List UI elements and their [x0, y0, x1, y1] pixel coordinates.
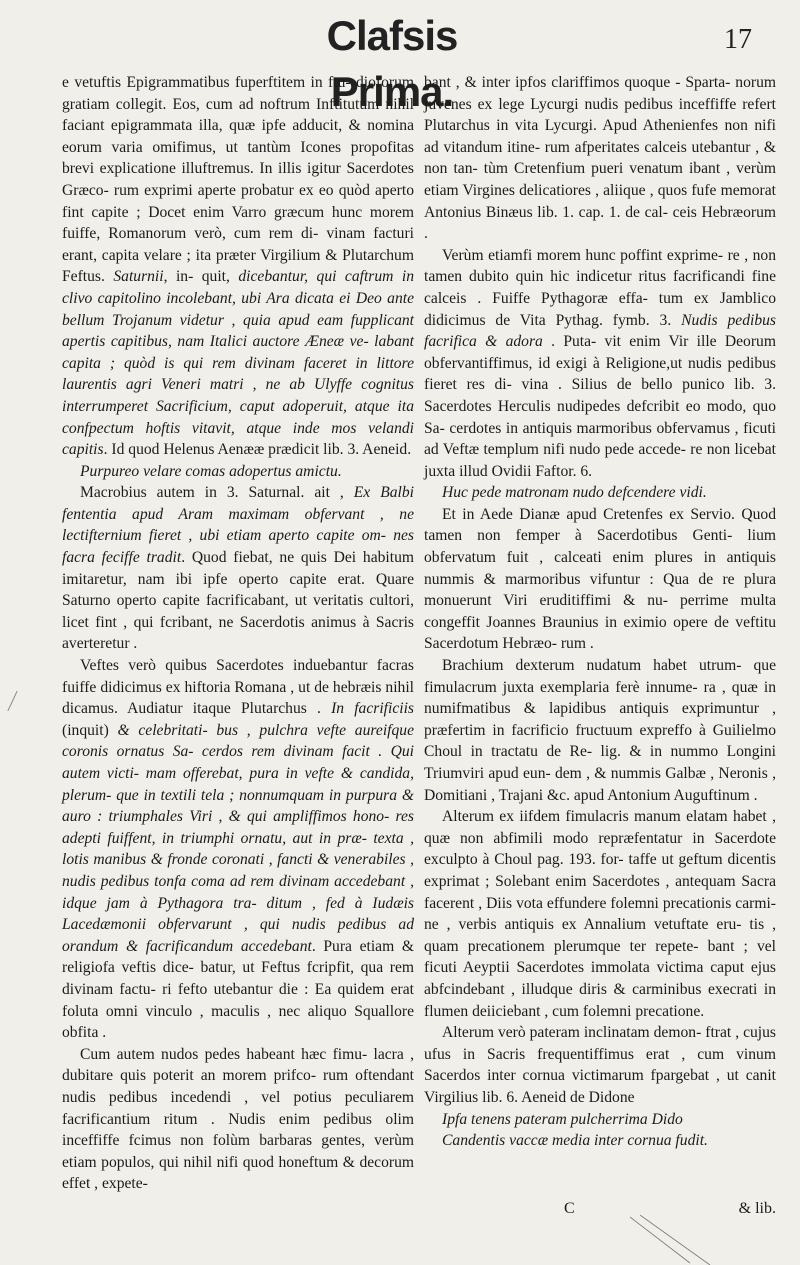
- running-title: Clafsis Prima.: [326, 12, 458, 115]
- paragraph: Alterum ex iifdem fimulacris manum elatam habet , quæ non abfimili modo repræfentatur in Sacerdote exculpto à Choul pag. 193. for- taffe ut geftum dicentis exprimat ; Solebant enim Sacerdotes , antequam Sacra facerent , Diis vota effundere folemni precationis carmi- ne , verbis antiquis ex Annalium vetuftate eru- tis , quam precationem plerumque ter repete- bant ; vel ficuti Aeyptii Sacerdotes immolata victima caput ejus abfcindebant , illudque diris & carminibus execrati in flumen deiiciebant , cum folemni precatione.: [424, 808, 776, 1020]
- verse-quote: Purpureo velare comas adopertus amictu.: [80, 462, 342, 480]
- margin-pen-mark: [7, 691, 17, 711]
- italic-quote: dicebantur, qui caftrum in clivo capitolino incolebant, ubi Ara dicata ei Deo ante bellum Trojanum videtur , quia apud eam fupplicant apertis capitibus, nam Italici auctore Æneæ ve- labant capita ; quòd is qui rem divinam faceret in littore laurentis agri Veneri matri , ne ab Ulyffe cognitus interrumperet Sacrificium, caput adoperuit, atque ita confpectum hoftis vitavit, atque inde mos velandi capitis: [62, 268, 414, 459]
- verse-quote: Candentis vaccæ media inter cornua fudit.: [442, 1132, 708, 1150]
- paragraph: [424, 245, 776, 483]
- italic-run: In facrificiis: [331, 700, 414, 718]
- left-column: [62, 72, 414, 1195]
- italic-quote: Ex Balbi fententia apud Aram maximam obfervant , ne lectifternium fieret , ubi etiam aperto capite om- nes facra feciffe tradit: [62, 484, 414, 567]
- verse-quote: Huc pede matronam nudo defcendere vidi.: [442, 484, 707, 502]
- text-run: . Pura etiam & religiofa veftis dice- batur, ut Feftus fcripfit, qua rem divinam factu- ri fefto utebantur die : Ea quidem erat foluta omni vinculo , maculis , nec aliquo Squallore obfita .: [62, 937, 414, 1042]
- text-run: Verùm etiamfi morem hunc poffint exprime- re , non tamen dubito quin hic indicetur ritus facrificandi fine calceis . Fuiffe Pythagoræ effa- tum ex Jamblico didicimus de Vita Pythag. fymb. 3.: [424, 246, 776, 329]
- paragraph: Cum autem nudos pedes habeant hæc fimu- lacra , dubitare quis poterit an morem prifco- rum oftendant nudis pedibus incedendi , vel potius peculiarem facrificantium ritum . Nudis enim pedibus olim inceffiffe fcimus non folùm barbaras gentes, verùm etiam populos, qui nihil nifi quod honeftum & decorum effet , expete-: [62, 1045, 414, 1193]
- page-header: [0, 8, 800, 115]
- text-run: e vetuftis Epigrammatibus fuperftitem in ftu- dioforum gratiam collegit. Eos, cum ad noftrum Inftitutum nihil faciant epigrammata illa, quæ ipfe adducit, & nomina eorum varia omifimus, ut tantùm Icones propofitas brevi explicatione illuftremus. In illis igitur Sacerdotes Græco- rum exprimi aperte probatur ex eo quòd aperto fint capite ; Docet enim Varro græcum hunc morem fuiffe, Romanorum verò, cum rem di- vinam facturi erant, capita velare ; ita præter Virgilium & Plutarchum Feftus.: [62, 74, 414, 286]
- paragraph: Alterum verò pateram inclinatam demon- ftrat , cujus ufus in Sacris frequentiffimus erat , cum vinum Sacerdos inter cornua victimarum fpargebat , ut canit Virgilius lib. 6. Aeneid de Didone: [424, 1024, 776, 1106]
- verse-quote: Ipfa tenens pateram pulcherrima Dido: [442, 1110, 683, 1128]
- text-run: Macrobius autem in 3. Saturnal. ait ,: [80, 484, 354, 502]
- italic-run: Saturnii: [113, 268, 164, 286]
- text-run: (inquit): [62, 721, 118, 739]
- paragraph: [62, 72, 414, 461]
- paragraph: bant , & inter ipfos clariffimos quoque - Sparta- norum juvenes ex lege Lycurgi nudis pedibus inceffiffe refert Plutarchus in vita Lycurgi. Apud Athenienfes non nifi ad vitandum itine- rum afperitates calceis utebantur , & non tan- tùm Cretenfium pueri venatum ibant , verùm etiam Virgines delicatiores , aliique , quos fufe memorat Antonius Binæus lib. 1. cap. 1. de cal- ceis Hebræorum .: [424, 74, 776, 243]
- paragraph: Et in Aede Dianæ apud Cretenfes ex Servio. Quod tamen non femper à Sacerdotibus Genti- lium obfervatum fuit , calceati enim plures in antiquis nummis & marmoribus vifuntur : Qua de re plura monuerunt Viri eruditiffimi & nu- perrime multa congeffit Joannes Braunius in eximio opere de veftitu Sacerdotum Hebræo- rum .: [424, 505, 776, 653]
- text-run: Veftes verò quibus Sacerdotes induebantur facras fuiffe didicimus ex hiftoria Romana , ut de hebræis nihil dicamus. Audiatur itaque Plutarchus .: [62, 657, 414, 718]
- page-number: 17: [724, 24, 752, 55]
- text-run: , in- quit,: [163, 268, 239, 286]
- signature-mark: C: [564, 1200, 575, 1217]
- text-run: . Puta- vit enim Vir ille Deorum obfervantiffimus, id exigi à Religione,ut nudis pedibus fieret res di- vina . Silius de bello punico lib. 3. Sacerdotes Herculis nudipedes defcribit eo modo, quo Sa- cerdotes in antiquis marmoribus obfervamus , ficuti ad Veftæ templum nifi nudo pede accede- re non licebat juxta illud Ovidii Faftor. 6.: [424, 333, 776, 480]
- catchword: & lib.: [738, 1200, 776, 1217]
- italic-quote: Nudis pedibus facrifica & adora: [424, 311, 776, 351]
- paragraph: Brachium dexterum nudatum habet utrum- que fimulacrum juxta exemplaria ferè innume- ra , quæ in numifmatibus & lapidibus antiquis exprimuntur , præfertim in facrificio fructuum expreffo à Guilielmo Choul in tractatu de Re- lig. & in nummo Longini Triumviri apud eun- dem , & nummis Galbæ , Neronis , Domitiani , Trajani &c. apud Antonium Auguftinum .: [424, 657, 776, 804]
- paragraph: [62, 482, 414, 655]
- italic-quote: & celebritati- bus , pulchra vefte aureifque coronis ornatus Sa- cerdos rem divinam facit . Qui autem victi- mam offerebat, pura in vefte & candida, plerum- que in textili tela ; nonnumquam in purpura & auro : triumphales Viri , & qui ampliffimos hono- res adepti fuiffent, in triumphi ornatu, aut in præ- texta , lotis manibus & fronde coronati , fancti & venerabiles , nudis pedibus tonfa coma ad rem divinam accedebant , idque jam à Pythagora tra- ditum , fed à Iudæis Lacedæmonii obfervarunt , qui nudis pedibus ad orandum & facrificandum accedebant: [62, 721, 414, 955]
- text-run: . Quod fiebat, ne quis Dei habitum imitaretur, nam ibi ipfe operto capite erat. Quare Saturno operto capite facrificabant, ut veritatis cultori, licet fint , qui fcribant, ne Sacerdotis animus à Sacris averteretur .: [62, 549, 415, 653]
- pencil-scratch-mark: [620, 1215, 740, 1265]
- paragraph: [62, 655, 414, 1044]
- text-run: . Id quod Helenus Aenææ prædicit lib. 3. Aeneid.: [103, 441, 412, 459]
- right-column: [424, 72, 776, 1152]
